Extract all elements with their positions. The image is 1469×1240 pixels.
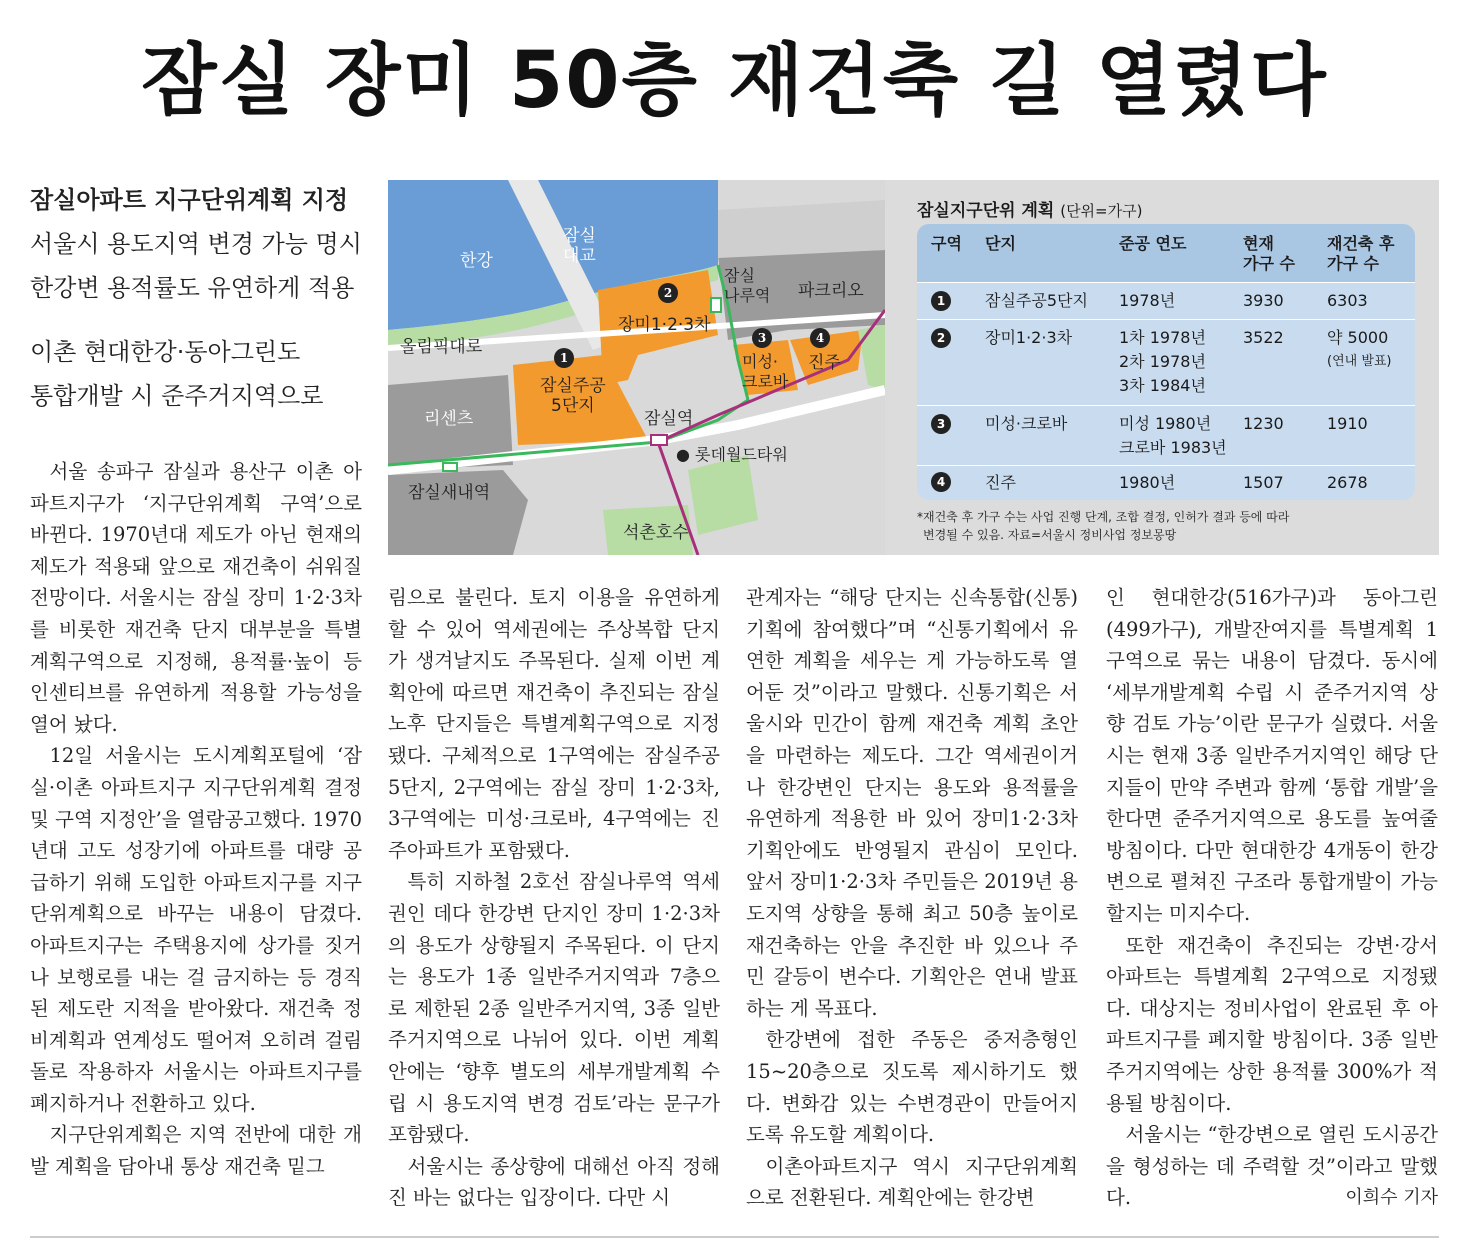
article-column-1 bbox=[30, 456, 362, 1183]
table-row bbox=[917, 405, 1415, 465]
subhead-line: 서울시 용도지역 변경 가능 명시 bbox=[30, 230, 362, 258]
subheadlines bbox=[30, 178, 370, 418]
article-paragraph: 한강변에 접한 주동은 중저층형인 15~20층으로 짓도록 제시하기도 했다. 변화감 있는 수변경관이 만들어지도록 유도할 계획이다. bbox=[746, 1028, 1078, 1147]
article-column-2 bbox=[388, 582, 720, 1214]
article-paragraph: 또한 재건축이 추진되는 강변·강서 아파트는 특별계획 2구역으로 지정됐다. 대상지는 정비사업이 완료된 후 아파트지구를 폐지할 방침이다. 3종 일반주거지역에는 상한 용적률 300%가 적용될 방침이다. bbox=[1106, 933, 1438, 1115]
table-footnote bbox=[917, 508, 1289, 544]
byline: 이희수 기자 bbox=[1345, 1187, 1438, 1209]
header-current: 현재 가구 수 bbox=[1243, 234, 1295, 273]
table-header bbox=[917, 224, 1415, 282]
article-paragraph: 인 현대한강(516가구)과 동아그린(499가구), 개발잔여지를 특별계획 1구역으로 묶는 내용이 담겼다. 동시에 ‘세부개발계획 수립 시 준주거지역 상향 검토 가능’이란 문구가 실렸다. 서울시는 현재 3종 일반주거지역인 해당 단지들이 만약 주변과 함께 ‘통합 개발’을 한다면 준주거지역으로 용도를 높여줄 방침이다. 다만 현대한강 4개동이 한강변으로 펼쳐진 구조라 통합개발이 가능할지는 미지수다. bbox=[1106, 586, 1438, 925]
article-paragraph: 관계자는 “해당 단지는 신속통합(신통)기획에 참여했다”며 “신통기획에서 유연한 계획을 세우는 게 가능하도록 열어둔 것”이라고 말했다. 신통기획은 서울시와 민간이 함께 재건축 계획 초안을 마련하는 제도다. 그간 역세권이거나 한강변인 단지는 용도와 용적률을 유연하게 적용한 바 있어 장미1·2·3차 기획안에도 반영될지 관심이 모인다. 앞서 장미1·2·3차 주민들은 2019년 용도지역 상향을 통해 최고 50층 높이로 재건축하는 안을 추진한 바 있으나 주민 갈등이 변수다. 기획안은 연내 발표하는 게 목표다. bbox=[746, 586, 1078, 1020]
row-number: 1 bbox=[931, 291, 951, 311]
label-hangang: 한강 bbox=[460, 251, 493, 271]
row-year: 1980년 bbox=[1119, 473, 1176, 492]
label-jamsil-station: 잠실역 bbox=[644, 409, 694, 429]
article-paragraph: 이촌아파트지구 역시 지구단위계획으로 전환된다. 계획안에는 한강변 bbox=[746, 1154, 1078, 1210]
label-jinju: 진주 bbox=[808, 353, 841, 373]
label-parkrio: 파크리오 bbox=[798, 281, 864, 301]
article-paragraph: 서울 송파구 잠실과 용산구 이촌 아파트지구가 ‘지구단위계획 구역’으로 바뀐다. 1970년대 제도가 아닌 현재의 제도가 적용돼 앞으로 재건축이 쉬워질 전망이다. 서울시는 잠실 장미 1·2·3차를 비롯한 재건축 단지 대부분을 특별계획구역으로 지정해, 용적률·높이 등 인센티브를 유연하게 적용할 가능성을 열어 놨다. bbox=[30, 460, 362, 736]
subhead-lead: 잠실아파트 지구단위계획 지정 bbox=[30, 186, 349, 214]
label-naru-station: 잠실 나루역 bbox=[724, 266, 771, 305]
article-paragraph: 서울시는 종상향에 대해선 아직 정해진 바는 없다는 입장이다. 다만 시 bbox=[388, 1154, 720, 1210]
label-bridge: 잠실 대교 bbox=[563, 226, 596, 266]
article-paragraph: 특히 지하철 2호선 잠실나루역 역세권인 데다 한강변 단지인 장미 1·2·3차의 용도가 상향될지 주목된다. 이 단지는 용도가 1종 일반주거지역과 7층으로 제한된 2종 일반주거지역, 3종 일반주거지역으로 나뉘어 있다. 이번 계획안에는 ‘향후 별도의 세부개발계획 수립 시 용도지역 변경 검토’라는 문구가 포함됐다. bbox=[388, 870, 720, 1147]
article-paragraph bbox=[1106, 1119, 1438, 1214]
row-current: 3522 bbox=[1243, 328, 1284, 347]
row-complex: 장미1·2·3차 bbox=[985, 328, 1073, 347]
area-map bbox=[388, 180, 885, 555]
label-lotte-tower: ● 롯데월드타워 bbox=[676, 445, 788, 464]
table-row bbox=[917, 319, 1415, 405]
row-after-note: (연내 발표) bbox=[1327, 354, 1392, 369]
footnote-line: *재건축 후 가구 수는 사업 진행 단계, 조합 결정, 인허가 결과 등에 따라 bbox=[917, 510, 1290, 524]
bottom-rule bbox=[30, 1236, 1439, 1238]
row-complex: 미성·크로바 bbox=[985, 414, 1068, 433]
lotte-text: 롯데월드타워 bbox=[695, 445, 788, 464]
row-year: 미성 1980년 크로바 1983년 bbox=[1119, 414, 1227, 457]
label-misung: 미성· 크로바 bbox=[742, 352, 789, 391]
plan-table-panel bbox=[885, 180, 1439, 555]
row-current: 1230 bbox=[1243, 414, 1284, 433]
header-year: 준공 연도 bbox=[1119, 234, 1187, 253]
infographic bbox=[388, 180, 1439, 555]
subhead-line: 통합개발 시 준주거지역으로 bbox=[30, 382, 324, 410]
label-jangmi: 장미1·2·3차 bbox=[618, 315, 711, 335]
header-after: 재건축 후 가구 수 bbox=[1327, 234, 1395, 273]
table-unit: (단위=가구) bbox=[1060, 202, 1143, 220]
row-after: 2678 bbox=[1327, 473, 1368, 492]
row-number: 2 bbox=[931, 328, 951, 348]
row-year: 1차 1978년 2차 1978년 3차 1984년 bbox=[1119, 328, 1206, 395]
label-olympic-road: 올림픽대로 bbox=[400, 337, 483, 357]
closing-text: 서울시는 “한강변으로 열린 도시공간을 형성하는 데 주력할 것”이라고 말했다. bbox=[1106, 1123, 1438, 1210]
table-row bbox=[917, 282, 1415, 319]
row-number: 4 bbox=[931, 472, 951, 492]
subhead-line: 이촌 현대한강·동아그린도 bbox=[30, 338, 301, 366]
marker-1: 1 bbox=[554, 348, 574, 368]
row-after: 약 5000 bbox=[1327, 328, 1389, 347]
label-ricenz: 리센츠 bbox=[424, 409, 474, 429]
article-column-3 bbox=[746, 582, 1078, 1214]
label-saenae-station: 잠실새내역 bbox=[408, 483, 491, 503]
header-complex: 단지 bbox=[985, 234, 1016, 253]
row-after: 1910 bbox=[1327, 414, 1368, 433]
table-title bbox=[917, 196, 1142, 221]
marker-3: 3 bbox=[752, 328, 772, 348]
row-complex: 진주 bbox=[985, 473, 1016, 492]
row-number: 3 bbox=[931, 414, 951, 434]
subhead-line: 한강변 용적률도 유연하게 적용 bbox=[30, 274, 355, 302]
row-complex: 잠실주공5단지 bbox=[985, 291, 1088, 310]
row-year: 1978년 bbox=[1119, 291, 1176, 310]
row-current: 3930 bbox=[1243, 291, 1284, 310]
table-row bbox=[917, 465, 1415, 500]
article-paragraph: 림으로 불린다. 토지 이용을 유연하게 할 수 있어 역세권에는 주상복합 단지가 생겨날지도 주목된다. 실제 이번 계획안에 따르면 재건축이 추진되는 잠실 노후 단지들은 특별계획구역으로 지정됐다. 구체적으로 1구역에는 잠실주공5단지, 2구역에는 잠실 장미 1·2·3차, 3구역에는 미성·크로바, 4구역에는 진주아파트가 포함됐다. bbox=[388, 586, 720, 862]
row-current: 1507 bbox=[1243, 473, 1284, 492]
article-column-4 bbox=[1106, 582, 1438, 1214]
article-paragraph: 지구단위계획은 지역 전반에 대한 개발 계획을 담아내 통상 재건축 밑그 bbox=[30, 1123, 362, 1179]
table-title-text: 잠실지구단위 계획 bbox=[917, 201, 1055, 221]
footnote-line: 변경될 수 있음. 자료=서울시 정비사업 정보몽땅 bbox=[923, 528, 1177, 542]
marker-4: 4 bbox=[810, 328, 830, 348]
label-lake: 석촌호수 bbox=[623, 523, 689, 543]
marker-2: 2 bbox=[658, 283, 678, 303]
plan-table bbox=[917, 224, 1415, 500]
headline: 잠실 장미 50층 재건축 길 열렸다 bbox=[141, 36, 1328, 126]
header-zone: 구역 bbox=[931, 234, 962, 253]
label-jugong: 잠실주공 5단지 bbox=[540, 376, 606, 416]
row-after: 6303 bbox=[1327, 291, 1368, 310]
article-paragraph: 12일 서울시는 도시계획포털에 ‘잠실·이촌 아파트지구 지구단위계획 결정 및 구역 지정안’을 열람공고했다. 1970년대 고도 성장기에 아파트를 대량 공급하기 위해 도입한 아파트지구를 지구단위계획으로 바꾸는 내용이 담겼다. 아파트지구는 주택용지에 상가를 짓거나 보행로를 내는 걸 금지하는 등 경직된 제도란 지적을 받아왔다. 재건축 정비계획과 연계성도 떨어져 오히려 걸림돌로 작용하자 서울시는 아파트지구를 폐지하거나 전환하고 있다. bbox=[30, 744, 362, 1115]
